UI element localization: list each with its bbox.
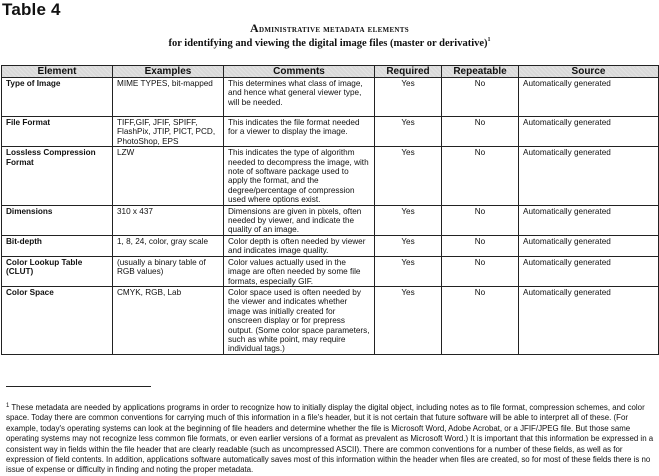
table-row [2,147,659,205]
cell-source: Automatically generated [519,286,659,354]
cell-required: Yes [375,256,442,286]
cell-comments: Color depth is often needed by viewer and indicates image quality. [224,235,375,256]
footnote-marker: 1 [6,403,10,409]
cell-required: Yes [375,78,442,117]
subtitle-text: for identifying and viewing the digital image files (master or derivative) [168,38,488,49]
cell-examples: (usually a binary table of RGB values) [113,256,224,286]
title-rest: dministrative metadata elements [259,24,409,35]
cell-element: Type of Image [2,78,113,117]
footnote-divider [6,386,151,387]
cell-source: Automatically generated [519,78,659,117]
cell-element: Dimensions [2,205,113,235]
cell-source: Automatically generated [519,205,659,235]
cell-examples: LZW [113,147,224,205]
table-header-row [2,66,659,78]
cell-comments: This determines what class of image, and hence what general viewer type, will be needed. [224,78,375,117]
cell-examples: MIME TYPES, bit-mapped [113,78,224,117]
title-first-letter: A [250,21,260,35]
cell-comments: Color space used is often needed by the viewer and indicates whether image was initially created for onscreen display or for prepress output. (Some color space parameters, such as white point, may require individual tags.) [224,286,375,354]
cell-examples: TIFF,GIF, JFIF, SPIFF, FlashPix, JTIP, PICT, PCD, PhotoShop, EPS [113,117,224,147]
table-row [2,235,659,256]
cell-comments: This indicates the file format needed for a viewer to display the image. [224,117,375,147]
table-row [2,256,659,286]
header-examples: Examples [113,66,224,78]
footnote-text: These metadata are needed by applications programs in order to recognize how to initially display the digital object, including notes as to file format, compression schemes, and color space. Today there are common conventions for carrying much of this information in a file's header, but it is not certain that future software will be able to interpret all of these. (For example, today's operating systems can look at the beginning of file headers and determine whether the file is Microsoft Word, Adobe Acrobat, or a JFIF/JPEG file. But those same operating systems may not recognize less common file formats, or even earlier versions of a format as prevalent as Microsoft Word.) It is important that this information be expressed in a consistent way in fields within the file header that are clearly readable (such as uncompressed ASCII). There are common conventions for a number of these fields, as well as for expression of field contents. In addition, applications software automatically saves most of this information within the header when files are created, so for most of these fields there is no issue of expense or difficulty in finding and noting the proper metadata. [6,403,654,475]
cell-element: Lossless Compression Format [2,147,113,205]
cell-examples: 1, 8, 24, color, gray scale [113,235,224,256]
cell-required: Yes [375,117,442,147]
table-title [0,21,659,36]
cell-repeatable: No [442,235,519,256]
cell-required: Yes [375,147,442,205]
footnote-ref: 1 [487,37,491,43]
cell-repeatable: No [442,117,519,147]
table-subtitle [0,38,659,49]
metadata-table [1,65,659,355]
header-repeatable: Repeatable [442,66,519,78]
cell-element: Color Space [2,286,113,354]
cell-source: Automatically generated [519,147,659,205]
header-element: Element [2,66,113,78]
header-comments: Comments [224,66,375,78]
cell-required: Yes [375,286,442,354]
cell-repeatable: No [442,256,519,286]
cell-examples: CMYK, RGB, Lab [113,286,224,354]
cell-repeatable: No [442,205,519,235]
cell-repeatable: No [442,78,519,117]
cell-comments: This indicates the type of algorithm needed to decompress the image, with note of software package used to apply the format, and the degree/percentage of compression used where options exist. [224,147,375,205]
footnote [6,403,656,476]
cell-source: Automatically generated [519,235,659,256]
cell-repeatable: No [442,147,519,205]
page-heading: Table 4 [2,0,61,19]
cell-element: File Format [2,117,113,147]
cell-source: Automatically generated [519,256,659,286]
cell-required: Yes [375,205,442,235]
cell-repeatable: No [442,286,519,354]
cell-element: Bit-depth [2,235,113,256]
cell-required: Yes [375,235,442,256]
cell-comments: Color values actually used in the image are often needed by some file formats, especially GIF. [224,256,375,286]
table-row [2,117,659,147]
cell-source: Automatically generated [519,117,659,147]
header-required: Required [375,66,442,78]
table-row [2,286,659,354]
cell-examples: 310 x 437 [113,205,224,235]
cell-comments: Dimensions are given in pixels, often needed by viewer, and indicate the quality of an image. [224,205,375,235]
table-row [2,78,659,117]
cell-element: Color Lookup Table (CLUT) [2,256,113,286]
table-row [2,205,659,235]
header-source: Source [519,66,659,78]
